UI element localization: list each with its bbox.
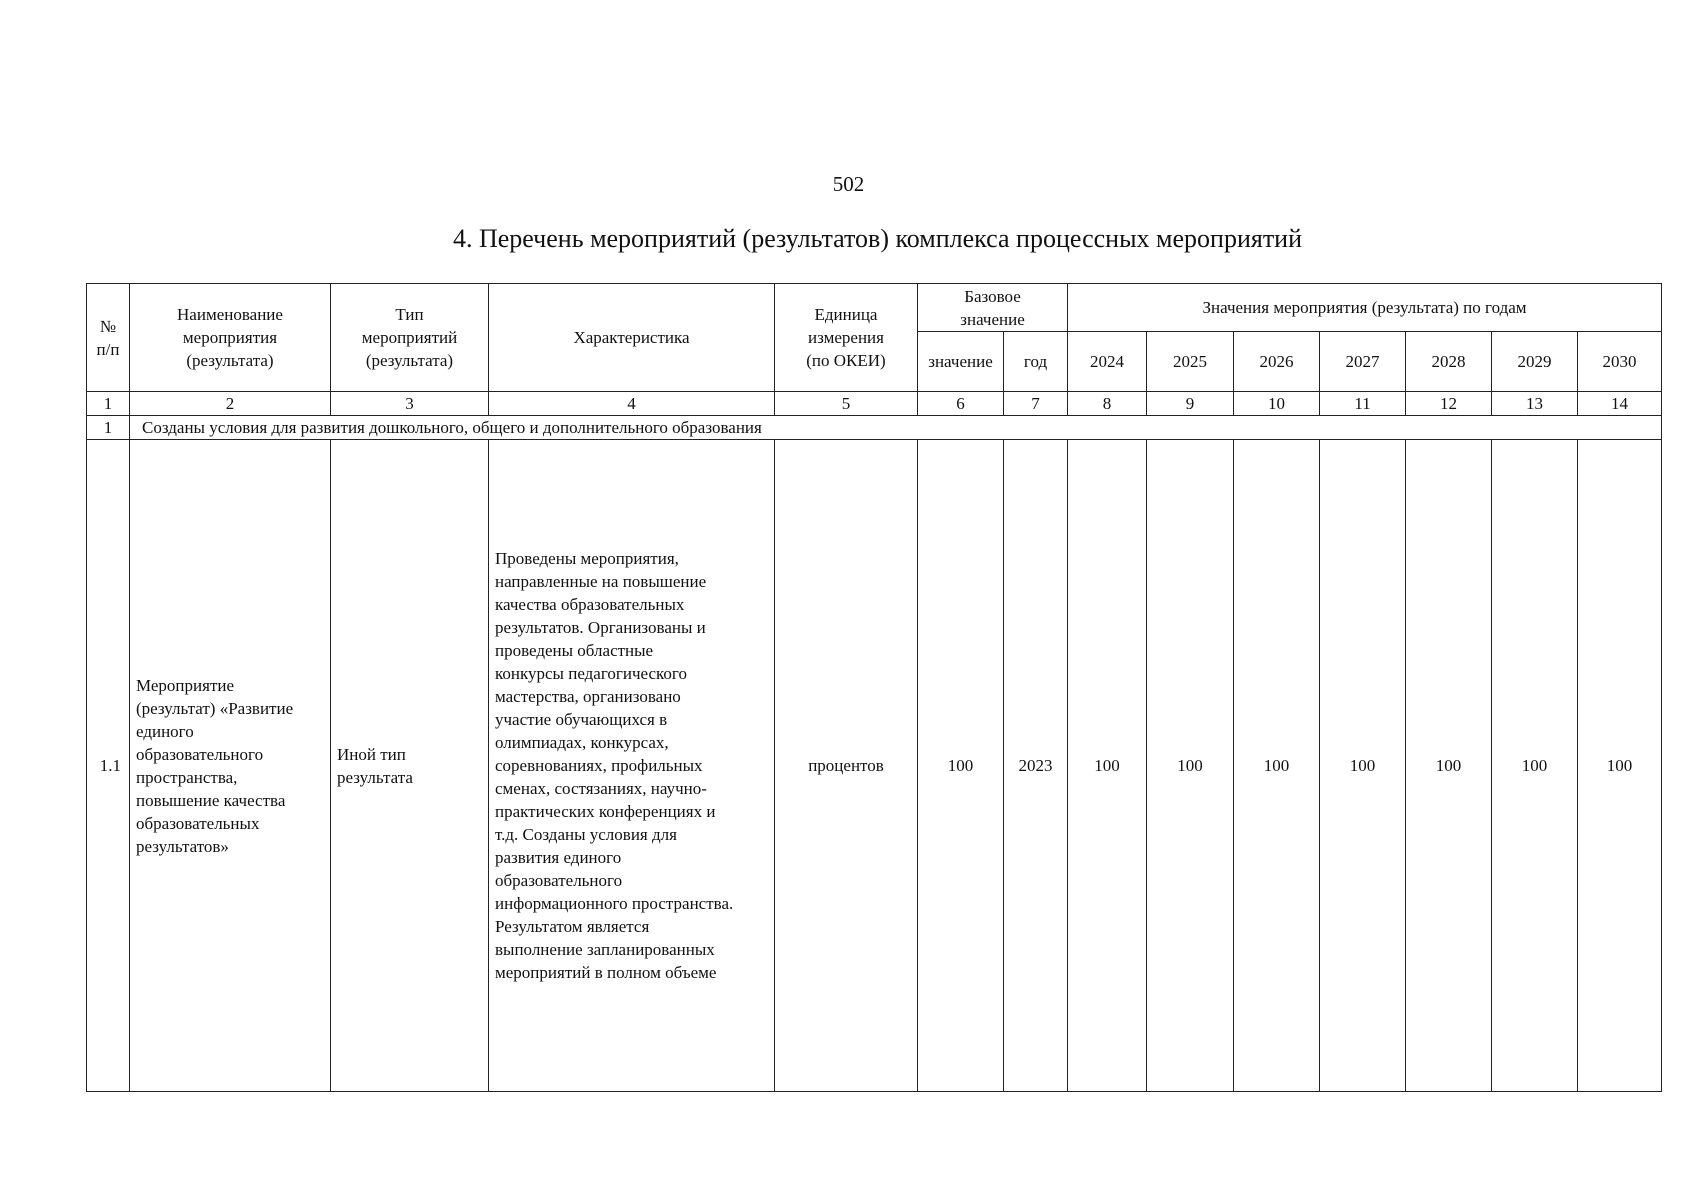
header-year: 2024: [1068, 332, 1147, 392]
column-number: 12: [1406, 392, 1492, 416]
row-year-value: 100: [1147, 440, 1234, 1092]
header-values-by-year: Значения мероприятия (результата) по годам: [1068, 284, 1662, 332]
row-number: 1.1: [87, 440, 130, 1092]
header-year: 2029: [1492, 332, 1578, 392]
column-number-row: [87, 392, 1662, 416]
section-number: 1: [87, 416, 130, 440]
row-unit: процентов: [775, 440, 918, 1092]
column-number: 8: [1068, 392, 1147, 416]
column-number: 9: [1147, 392, 1234, 416]
column-number: 14: [1578, 392, 1662, 416]
header-base: Базовое значение: [918, 284, 1068, 332]
column-number: 2: [130, 392, 331, 416]
row-year-value: 100: [1068, 440, 1147, 1092]
table-row: [87, 440, 1662, 1092]
page-title: 4. Перечень мероприятий (результатов) комплекса процессных мероприятий: [452, 224, 1303, 253]
row-name: Мероприятие (результат) «Развитие единого образовательного пространства, повышение качества образовательных результатов»: [130, 440, 331, 1092]
header-year: 2030: [1578, 332, 1662, 392]
column-number: 7: [1004, 392, 1068, 416]
row-base-year: 2023: [1004, 440, 1068, 1092]
row-year-value: 100: [1234, 440, 1320, 1092]
row-base-value: 100: [918, 440, 1004, 1092]
section-title: Созданы условия для развития дошкольного, общего и дополнительного образования: [130, 416, 1662, 440]
header-type: Тип мероприятий (результата): [331, 284, 489, 392]
section-row: [87, 416, 1662, 440]
row-year-value: 100: [1578, 440, 1662, 1092]
header-unit: Единица измерения (по ОКЕИ): [775, 284, 918, 392]
header-num: № п/п: [87, 284, 130, 392]
row-year-value: 100: [1320, 440, 1406, 1092]
header-characteristic: Характеристика: [489, 284, 775, 392]
row-characteristic: Проведены мероприятия, направленные на повышение качества образовательных результатов. Организованы и проведены областные конкурсы педагогического мастерства, организовано участие обучающихся в олимпиадах, конкурсах, соревнованиях, профильных сменах, состязаниях, научно- практических конференциях и т.д. Созданы условия для развития единого образовательного информационного пространства. Результатом является выполнение запланированных мероприятий в полном объеме: [489, 440, 775, 1092]
page-number: 502: [832, 172, 865, 196]
header-base-year: год: [1004, 332, 1068, 392]
column-number: 4: [489, 392, 775, 416]
column-number: 11: [1320, 392, 1406, 416]
header-year: 2025: [1147, 332, 1234, 392]
row-year-value: 100: [1406, 440, 1492, 1092]
column-number: 13: [1492, 392, 1578, 416]
header-year: 2028: [1406, 332, 1492, 392]
header-name: Наименование мероприятия (результата): [130, 284, 331, 392]
header-year: 2026: [1234, 332, 1320, 392]
column-number: 10: [1234, 392, 1320, 416]
row-type: Иной тип результата: [331, 440, 489, 1092]
column-number: 1: [87, 392, 130, 416]
column-number: 5: [775, 392, 918, 416]
row-year-value: 100: [1492, 440, 1578, 1092]
header-row: [87, 284, 1662, 332]
header-base-value: значение: [918, 332, 1004, 392]
header-year: 2027: [1320, 332, 1406, 392]
column-number: 6: [918, 392, 1004, 416]
column-number: 3: [331, 392, 489, 416]
activities-table: [86, 283, 1662, 1092]
